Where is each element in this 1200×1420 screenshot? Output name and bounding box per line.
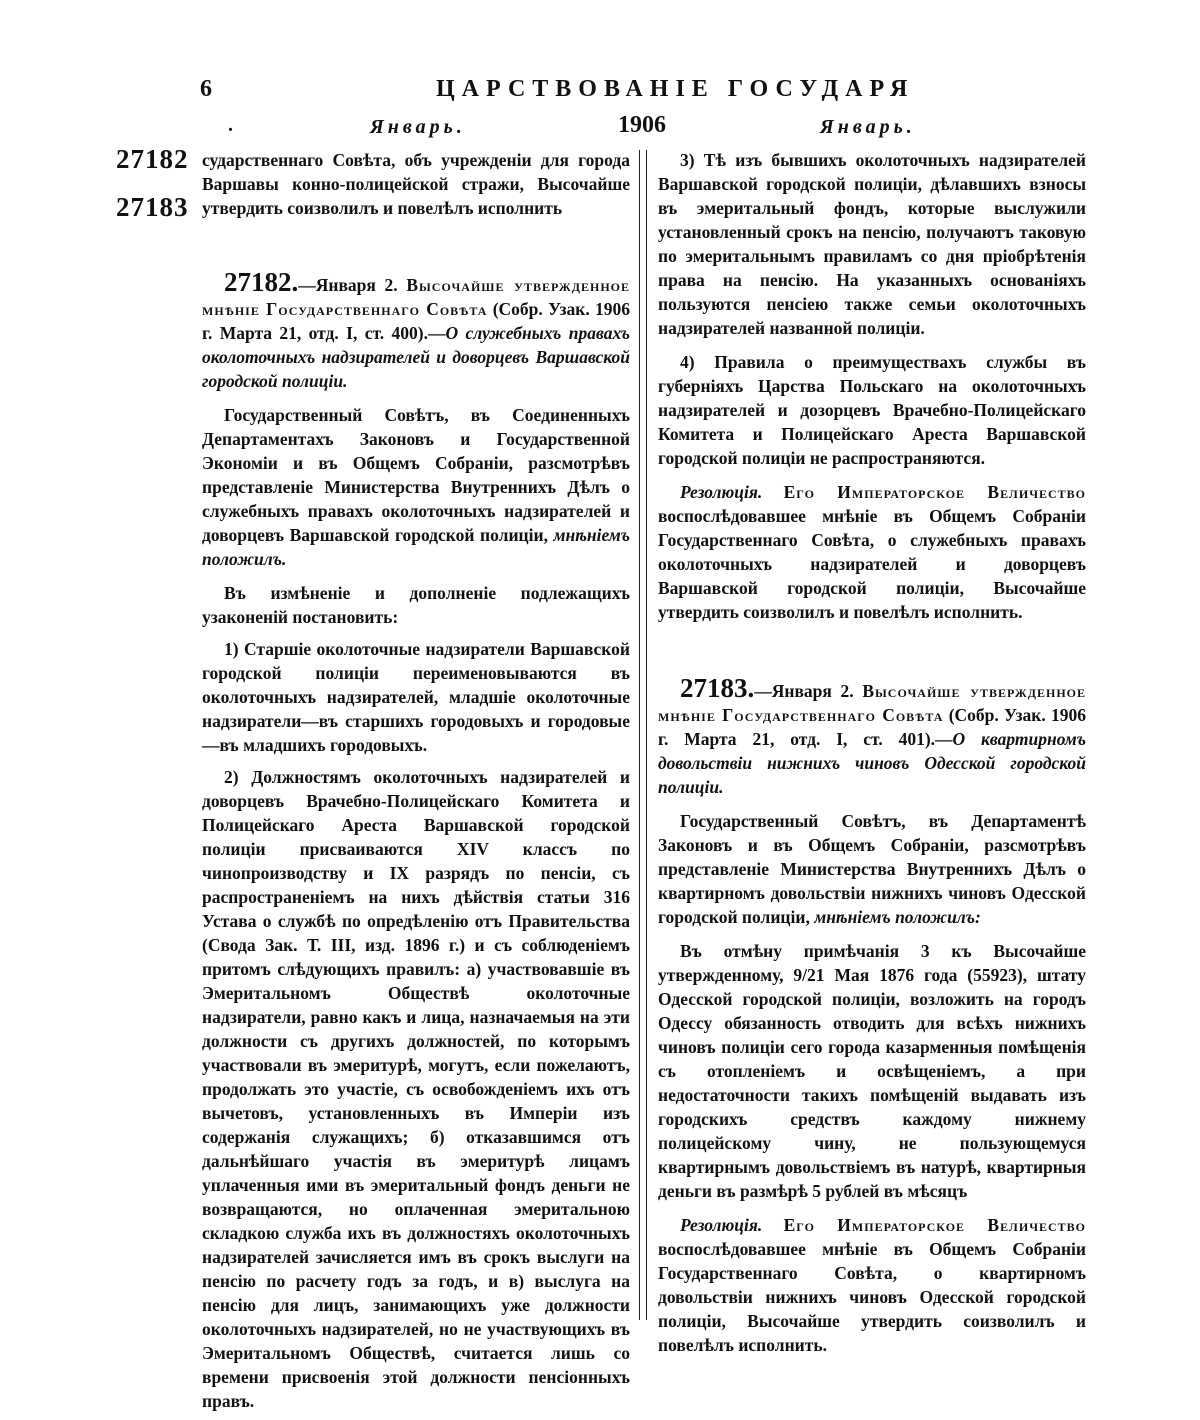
paragraph bbox=[202, 765, 630, 1413]
paragraph bbox=[202, 403, 630, 571]
paragraph: Въ измѣненіе и дополненіе подлежащихъ узаконеній постановить: bbox=[202, 583, 630, 627]
paragraph: 3) Тѣ изъ бывшихъ околоточныхъ надзирателей Варшавской городской полиціи, дѣлавшихъ взносы въ эмеритальный фондъ, которые выслужили установленный срокъ на пенсію, получаютъ таковую по эмеритальнымъ правиламъ со дня пріобрѣтенія права на пенсію. На указанныхъ основаніяхъ пользуются пенсіею также семьи околоточныхъ надзирателей названной полиціи. bbox=[658, 150, 1086, 338]
paragraph-italic: мнѣніемъ положилъ: bbox=[814, 907, 981, 927]
paragraph-text: в) выслуга на пенсію для лицъ, занимающихъ уже должности околоточныхъ надзирателей, но не участвующихъ въ Эмеритальномъ Обществѣ, считается лишь со времени присвоенія этой должности пенсіонныхъ правъ. bbox=[202, 1271, 630, 1411]
year: 1906 bbox=[618, 112, 666, 138]
resolution-text: воспослѣдовавшее мнѣніе въ Общемъ Собраніи Государственнаго Совѣта, о служебныхъ правахъ околоточныхъ надзирателей и доворцевъ Варшавской городской полиціи, Высочайше утвердить соизволилъ и повелѣлъ исполнить. bbox=[658, 506, 1086, 622]
stray-dot: . bbox=[228, 114, 233, 136]
paragraph: 1) Старшіе околоточные надзиратели Варшавской городской полиціи переименовываются въ околоточныхъ надзирателей, младшіе околоточные надзиратели—въ старшихъ городовыхъ и городовые—въ младшихъ городовыхъ. bbox=[202, 639, 630, 755]
act-kind: Высочайше утвержденное мнѣніе Государственнаго Совѣта bbox=[202, 275, 631, 319]
intro-text: сударственнаго Совѣта, объ учрежденіи для города Варшавы конно-полицейской стражи, Высочайше утвердить соизволилъ и повелѣлъ исполнить bbox=[202, 150, 630, 218]
page-number: 6 bbox=[200, 76, 212, 102]
resolution bbox=[658, 1213, 1086, 1357]
resolution-caps: Его Императорское Величество bbox=[783, 482, 1087, 502]
act-subject: О служебныхъ правахъ околоточныхъ надзирателей и доворцевъ Варшавской городской полиціи. bbox=[202, 323, 630, 391]
act-number: 27182. bbox=[224, 267, 299, 297]
month-left: Январь. bbox=[370, 116, 466, 138]
left-column bbox=[202, 148, 630, 1413]
paragraph-text: 2) Должностямъ околоточныхъ надзирателей и доворцевъ Врачебно-Полицейскаго Комитета и Полицейскаго Ареста Варшавской городской полиціи присваиваются XIV классъ по чинопроизводству и IX разрядъ по пенсіи, съ распространеніемъ на нихъ дѣйствія статьи 316 Устава о службѣ по опредѣленію отъ Правительства (Свода Зак. Т. III, изд. 1896 г.) и съ соблюденіемъ притомъ слѣдующихъ правилъ: bbox=[202, 767, 630, 979]
running-title: ЦАРСТВОВАНІЕ ГОСУДАРЯ bbox=[436, 76, 915, 102]
act-subject: О квартирномъ довольствіи нижнихъ чиновъ Одесской городской полиціи. bbox=[658, 729, 1086, 797]
resolution-label: Резолюція. bbox=[680, 482, 763, 502]
resolution-caps: Его Императорское Величество bbox=[783, 1215, 1087, 1235]
paragraph bbox=[658, 809, 1086, 929]
resolution-label: Резолюція. bbox=[680, 1215, 763, 1235]
margin-number: 27182 bbox=[116, 144, 189, 174]
resolution bbox=[658, 480, 1086, 624]
act-heading-27183 bbox=[658, 673, 1087, 799]
act-date: —Января 2. bbox=[754, 681, 854, 701]
act-kind: Высочайше утвержденное мнѣніе Государственнаго Совѣта bbox=[658, 681, 1087, 725]
paragraph-text: б) отказавшимся отъ дальнѣйшаго участія въ эмеритурѣ лицамъ уплаченныя ими въ эмеритальный фондъ деньги не возвращаются, но оплаченная эмеритальною складкою служба ихъ въ должностяхъ околоточныхъ надзирателей зачисляется имъ въ срокъ выслуги на пенсію по расчету годъ за годъ, и bbox=[202, 1127, 630, 1291]
paragraph: 4) Правила о преимуществахъ службы въ губерніяхъ Царства Польскаго на околоточныхъ надзирателей и дозорцевъ Врачебно-Полицейскаго Комитета и Полицейскаго Ареста Варшавской городской полиціи не распространяются. bbox=[658, 352, 1086, 468]
act-source: (Собр. Узак. 1906 г. Марта 21, отд. I, ст. 400).— bbox=[202, 299, 631, 343]
column-divider bbox=[639, 150, 640, 1320]
margin-number: 27183 bbox=[116, 192, 189, 222]
paragraph-text: Государственный Совѣтъ, въ Соединенныхъ Департаментахъ Законовъ и Государственной Экономіи и въ Общемъ Собраніи, разсмотрѣвъ представленіе Министерства Внутреннихъ Дѣлъ о служебныхъ правахъ околоточныхъ надзирателей и доворцевъ Варшавской городской полиціи, bbox=[202, 405, 630, 545]
paragraph-text: а) участвовавшіе въ Эмеритальномъ Обществѣ околоточные надзиратели, равно какъ и лица, назначаемыя на эти должности съ другихъ должностей, по которымъ участвовали въ эмеритурѣ, могутъ, если пожелаютъ, продолжать это участіе, съ освобожденіемъ ихъ отъ вычетовъ, установленныхъ въ Имперіи изъ содержанія служащихъ; bbox=[202, 959, 630, 1147]
paragraph: Въ отмѣну примѣчанія 3 къ Высочайше утвержденному, 9/21 Мая 1876 года (55923), штату Одесской городской полиціи, возложить на городъ Одессу обязанность отводить для всѣхъ нижнихъ чиновъ полиціи сего города казарменныя помѣщенія съ отопленіемъ и освѣщеніемъ, а при недостаточности такихъ помѣщеній выдавать изъ городскихъ средствъ каждому нижнему полицейскому чину, не пользующемуся квартирнымъ довольствіемъ въ натурѣ, квартирныя деньги въ размѣрѣ 5 рублей въ мѣсяцъ bbox=[658, 941, 1086, 1201]
month-right: Январь. bbox=[820, 116, 916, 138]
act-date: —Января 2. bbox=[298, 275, 398, 295]
act-source: (Собр. Узак. 1906 г. Марта 21, отд. I, ст. 401).— bbox=[658, 705, 1087, 749]
paragraph-italic: мнѣніемъ положилъ. bbox=[202, 525, 631, 569]
act-number: 27183. bbox=[680, 673, 755, 703]
act-heading-27182 bbox=[202, 267, 631, 393]
resolution-text: воспослѣдовавшее мнѣніе въ Общемъ Собраніи Государственнаго Совѣта, о квартирномъ довольствіи нижнихъ чиновъ Одесской городской полиціи, Высочайше утвердить соизволилъ и повелѣлъ исполнить. bbox=[658, 1239, 1086, 1355]
column-divider bbox=[646, 150, 647, 1320]
right-column bbox=[658, 148, 1086, 1357]
paragraph-text: Государственный Совѣтъ, въ Департаментѣ Законовъ и въ Общемъ Собраніи, разсмотрѣвъ представленіе Министерства Внутреннихъ Дѣлъ о квартирномъ довольствіи нижнихъ чиновъ Одесской городской полиціи, bbox=[658, 811, 1086, 927]
